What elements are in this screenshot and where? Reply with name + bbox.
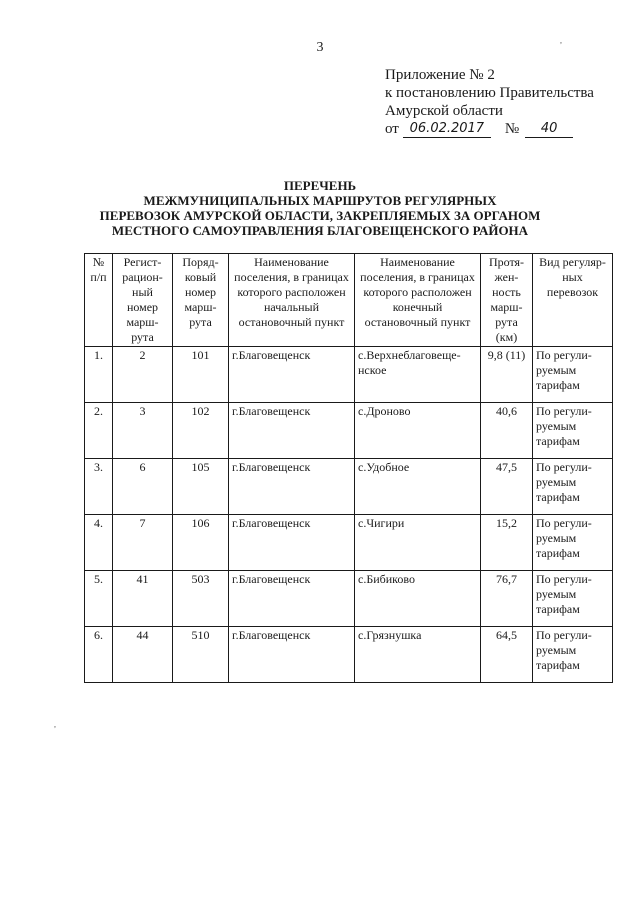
table-cell: 101 — [173, 347, 229, 403]
table-row — [85, 627, 613, 683]
title-line-4: МЕСТНОГО САМОУПРАВЛЕНИЯ БЛАГОВЕЩЕНСКОГО РАЙОНА — [111, 223, 529, 238]
table-cell: По регули-руемым тарифам — [533, 459, 613, 515]
appendix-line-1: Приложение № 2 — [385, 67, 495, 83]
table-cell: 15,2 — [481, 515, 533, 571]
title-line-1: ПЕРЕЧЕНЬ — [283, 178, 357, 193]
header-cell: Наименование поселения, в границах которого расположен конечный остановочный пункт — [355, 254, 481, 347]
from-label: от — [385, 121, 399, 137]
table-row — [85, 459, 613, 515]
table-cell: 503 — [173, 571, 229, 627]
table-cell: 5. — [85, 571, 113, 627]
table-cell: По регули-руемым тарифам — [533, 515, 613, 571]
table-cell: с.Удобное — [355, 459, 481, 515]
scan-speck: , — [560, 36, 562, 45]
table-cell: По регули-руемым тарифам — [533, 627, 613, 683]
table-cell: г.Благовещенск — [229, 571, 355, 627]
number-label: № — [504, 121, 520, 137]
appendix-block — [385, 66, 594, 138]
table-cell: 41 — [113, 571, 173, 627]
handwritten-number: 40 — [525, 121, 573, 138]
table-cell: 105 — [173, 459, 229, 515]
appendix-date-line — [385, 120, 594, 138]
routes-table — [84, 253, 613, 683]
table-cell: 1. — [85, 347, 113, 403]
table-cell: 47,5 — [481, 459, 533, 515]
table-cell: 44 — [113, 627, 173, 683]
header-cell: Поряд-ковый номер марш-рута — [173, 254, 229, 347]
table-cell: 2 — [113, 347, 173, 403]
header-cell: Наименование поселения, в границах которого расположен начальный остановочный пункт — [229, 254, 355, 347]
table-cell: 3 — [113, 403, 173, 459]
page-number: 3 — [316, 40, 324, 55]
table-cell: с.Чигири — [355, 515, 481, 571]
table-cell: с.Бибиково — [355, 571, 481, 627]
scan-speck: , — [54, 720, 56, 729]
table-row — [85, 403, 613, 459]
header-cell: Регист-рацион-ный номер марш-рута — [113, 254, 173, 347]
table-cell: 7 — [113, 515, 173, 571]
table-cell: с.Грязнушка — [355, 627, 481, 683]
table-cell: По регули-руемым тарифам — [533, 571, 613, 627]
table-cell: 9,8 (11) — [481, 347, 533, 403]
appendix-line-2: к постановлению Правительства — [385, 85, 594, 101]
table-cell: г.Благовещенск — [229, 515, 355, 571]
table-cell: 102 — [173, 403, 229, 459]
table-row — [85, 347, 613, 403]
table-cell: По регули-руемым тарифам — [533, 403, 613, 459]
table-cell: 76,7 — [481, 571, 533, 627]
table-cell: 6 — [113, 459, 173, 515]
header-cell: Протя-жен-ность марш-рута (км) — [481, 254, 533, 347]
table-cell: г.Благовещенск — [229, 459, 355, 515]
header-cell: № п/п — [85, 254, 113, 347]
header-cell: Вид регуляр-ных перевозок — [533, 254, 613, 347]
table-cell: с.Верхнеблаговеще-нское — [355, 347, 481, 403]
table-cell: г.Благовещенск — [229, 627, 355, 683]
table-cell: 6. — [85, 627, 113, 683]
table-cell: 2. — [85, 403, 113, 459]
table-row — [85, 571, 613, 627]
table-cell: 64,5 — [481, 627, 533, 683]
table-header-row — [85, 254, 613, 347]
table-cell: г.Благовещенск — [229, 403, 355, 459]
table-cell: 3. — [85, 459, 113, 515]
appendix-line-3: Амурской области — [385, 103, 503, 119]
table-cell: г.Благовещенск — [229, 347, 355, 403]
title-line-3: ПЕРЕВОЗОК АМУРСКОЙ ОБЛАСТИ, ЗАКРЕПЛЯЕМЫХ ЗА ОРГАНОМ — [99, 208, 541, 223]
table-cell: 40,6 — [481, 403, 533, 459]
table-cell: 106 — [173, 515, 229, 571]
title-line-2: МЕЖМУНИЦИПАЛЬНЫХ МАРШРУТОВ РЕГУЛЯРНЫХ — [143, 193, 497, 208]
table-cell: 4. — [85, 515, 113, 571]
handwritten-date: 06.02.2017 — [403, 121, 491, 138]
table-cell: 510 — [173, 627, 229, 683]
document-title — [0, 178, 640, 238]
table-cell: с.Дроново — [355, 403, 481, 459]
table-row — [85, 515, 613, 571]
table-cell: По регули-руемым тарифам — [533, 347, 613, 403]
